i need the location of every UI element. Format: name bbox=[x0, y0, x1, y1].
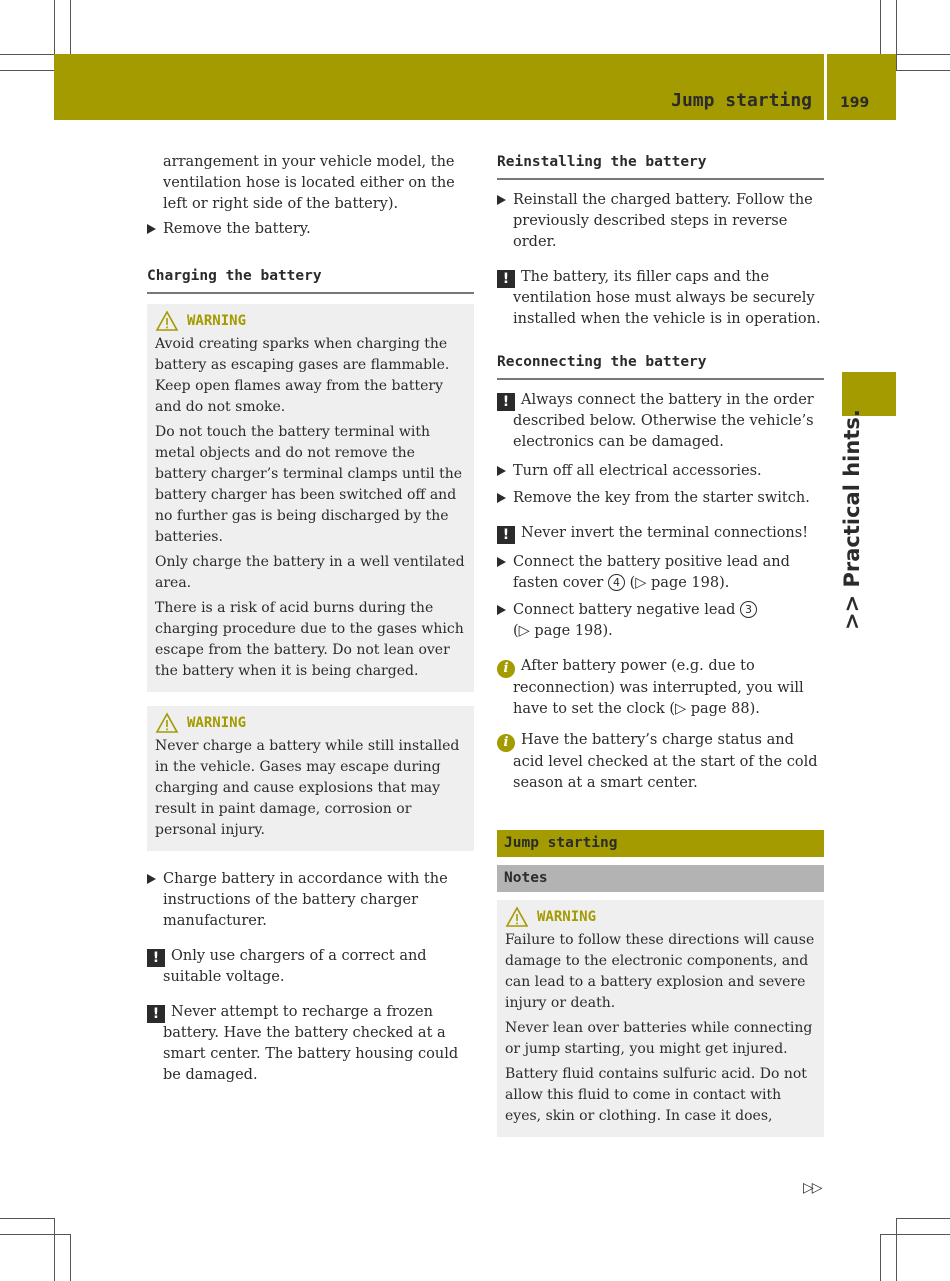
notes-heading: Notes bbox=[497, 865, 824, 892]
reinstall-heading: Reinstalling the battery bbox=[497, 152, 824, 180]
step-arrow-icon bbox=[497, 466, 506, 476]
crop-mark bbox=[896, 0, 897, 70]
info-text: After battery power (e.g. due to reconnection) was interrupted, you will have to set the clock (▷ page 88). bbox=[513, 658, 804, 717]
note-order bbox=[497, 390, 824, 453]
exclamation-icon: ! bbox=[147, 1005, 165, 1023]
step-text: Connect the battery positive lead and fasten cover bbox=[513, 554, 790, 591]
warning-triangle-icon bbox=[155, 712, 179, 734]
info-clock bbox=[497, 656, 824, 720]
page-title: Jump starting bbox=[671, 90, 812, 111]
exclamation-icon: ! bbox=[497, 270, 515, 288]
continue-marker: ▷▷ bbox=[803, 1180, 821, 1196]
step-reinstall bbox=[497, 190, 824, 253]
warning-paragraph: There is a risk of acid burns during the charging procedure due to the gases which escape from the battery. Do not lean over the battery when it is being charged. bbox=[155, 600, 464, 679]
step-negative-lead bbox=[497, 600, 824, 642]
crop-mark bbox=[0, 54, 54, 55]
warning-paragraph: Battery fluid contains sulfuric acid. Do not allow this fluid to come in contact with eyes, skin or clothing. In case it does, bbox=[505, 1066, 807, 1124]
step-arrow-icon bbox=[497, 605, 506, 615]
crop-mark bbox=[896, 1218, 950, 1219]
warning-title bbox=[155, 310, 466, 332]
section-label bbox=[840, 409, 870, 630]
page-reference[interactable]: (▷ page 198). bbox=[629, 575, 730, 591]
crop-mark bbox=[896, 70, 950, 71]
warning-triangle-icon bbox=[155, 310, 179, 332]
crop-mark bbox=[880, 1234, 881, 1281]
warning-title-text: WARNING bbox=[187, 714, 247, 731]
info-charge-status bbox=[497, 730, 824, 794]
right-column bbox=[497, 152, 824, 1151]
step-text: Connect battery negative lead bbox=[513, 602, 736, 618]
warning-paragraph: Do not touch the battery terminal with metal objects and do not remove the battery charger’s terminal clamps until the battery charger has been switched off and no further gas is being discharged by the batteries. bbox=[155, 424, 462, 545]
warning-box-sparks bbox=[147, 304, 474, 692]
warning-paragraph: Avoid creating sparks when charging the battery as escaping gases are flammable. Keep open flames away from the battery and do not smoke. bbox=[155, 336, 450, 415]
info-text: Have the battery’s charge status and acid level checked at the start of the cold season at a smart center. bbox=[513, 732, 818, 791]
header-divider bbox=[824, 54, 827, 120]
warning-paragraph: Only charge the battery in a well ventilated area. bbox=[155, 554, 465, 591]
page-number: 199 bbox=[840, 95, 870, 111]
step-arrow-icon bbox=[497, 557, 506, 567]
note-secure bbox=[497, 267, 824, 330]
step-remove-battery bbox=[147, 219, 474, 240]
crop-mark bbox=[896, 1218, 897, 1281]
step-text: Turn off all electrical accessories. bbox=[513, 463, 762, 479]
note-text: The battery, its filler caps and the ventilation hose must always be securely installed when the vehicle is in operation. bbox=[513, 269, 821, 327]
info-icon: i bbox=[497, 734, 515, 752]
note-text: Never invert the terminal connections! bbox=[521, 525, 809, 541]
note-text: Never attempt to recharge a frozen battery. Have the battery checked at a smart center. The battery housing could be damaged. bbox=[163, 1004, 459, 1083]
info-icon: i bbox=[497, 660, 515, 678]
step-arrow-icon bbox=[147, 224, 156, 234]
step-text: Reinstall the charged battery. Follow the previously described steps in reverse order. bbox=[513, 192, 813, 250]
callout-number: 3 bbox=[740, 601, 757, 618]
jump-starting-heading: Jump starting bbox=[497, 830, 824, 857]
step-text: Remove the battery. bbox=[163, 221, 311, 237]
warning-title bbox=[505, 906, 816, 928]
crop-mark bbox=[54, 1218, 55, 1281]
warning-title bbox=[155, 712, 466, 734]
charging-heading: Charging the battery bbox=[147, 266, 474, 294]
intro-continuation: arrangement in your vehicle model, the ventilation hose is located either on the left or right side of the battery). bbox=[163, 154, 455, 212]
crop-mark bbox=[896, 54, 950, 55]
step-arrow-icon bbox=[147, 874, 156, 884]
exclamation-icon: ! bbox=[497, 526, 515, 544]
step-remove-key bbox=[497, 488, 824, 509]
callout-number: 4 bbox=[608, 574, 625, 591]
note-text: Always connect the battery in the order described below. Otherwise the vehicle’s electronics can be damaged. bbox=[513, 392, 814, 450]
warning-box-jump bbox=[497, 900, 824, 1137]
reconnect-heading: Reconnecting the battery bbox=[497, 352, 824, 380]
exclamation-icon: ! bbox=[147, 949, 165, 967]
page-reference[interactable]: (▷ page 198). bbox=[513, 623, 613, 639]
crop-mark bbox=[880, 1234, 950, 1235]
step-arrow-icon bbox=[497, 493, 506, 503]
warning-paragraph: Never lean over batteries while connecting or jump starting, you might get injured. bbox=[505, 1020, 813, 1057]
crop-mark bbox=[70, 0, 71, 54]
step-text: Charge battery in accordance with the instructions of the battery charger manufacturer. bbox=[163, 871, 448, 929]
left-column bbox=[147, 152, 474, 1100]
step-turn-off bbox=[497, 461, 824, 482]
step-charge-battery bbox=[147, 869, 474, 932]
warning-title-text: WARNING bbox=[537, 908, 597, 925]
step-arrow-icon bbox=[497, 195, 506, 205]
note-invert bbox=[497, 523, 824, 544]
note-text: Only use chargers of a correct and suitable voltage. bbox=[163, 948, 427, 985]
step-text: Remove the key from the starter switch. bbox=[513, 490, 810, 506]
crop-mark bbox=[70, 1234, 71, 1281]
exclamation-icon: ! bbox=[497, 393, 515, 411]
warning-triangle-icon bbox=[505, 906, 529, 928]
warning-paragraph: Failure to follow these directions will cause damage to the electronic components, and can lead to a battery explosion and severe injury or death. bbox=[505, 932, 815, 1011]
warning-title-text: WARNING bbox=[187, 312, 247, 329]
step-positive-lead bbox=[497, 552, 824, 594]
warning-box-installed bbox=[147, 706, 474, 851]
crop-mark bbox=[0, 70, 54, 71]
warning-paragraph: Never charge a battery while still installed in the vehicle. Gases may escape during charging and cause explosions that may result in paint damage, corrosion or personal injury. bbox=[155, 738, 460, 838]
crop-mark bbox=[880, 0, 881, 54]
section-label-text: >> Practical hints. bbox=[840, 409, 864, 630]
note-chargers bbox=[147, 946, 474, 988]
crop-mark bbox=[0, 1234, 70, 1235]
crop-mark bbox=[0, 1218, 54, 1219]
note-frozen bbox=[147, 1002, 474, 1086]
